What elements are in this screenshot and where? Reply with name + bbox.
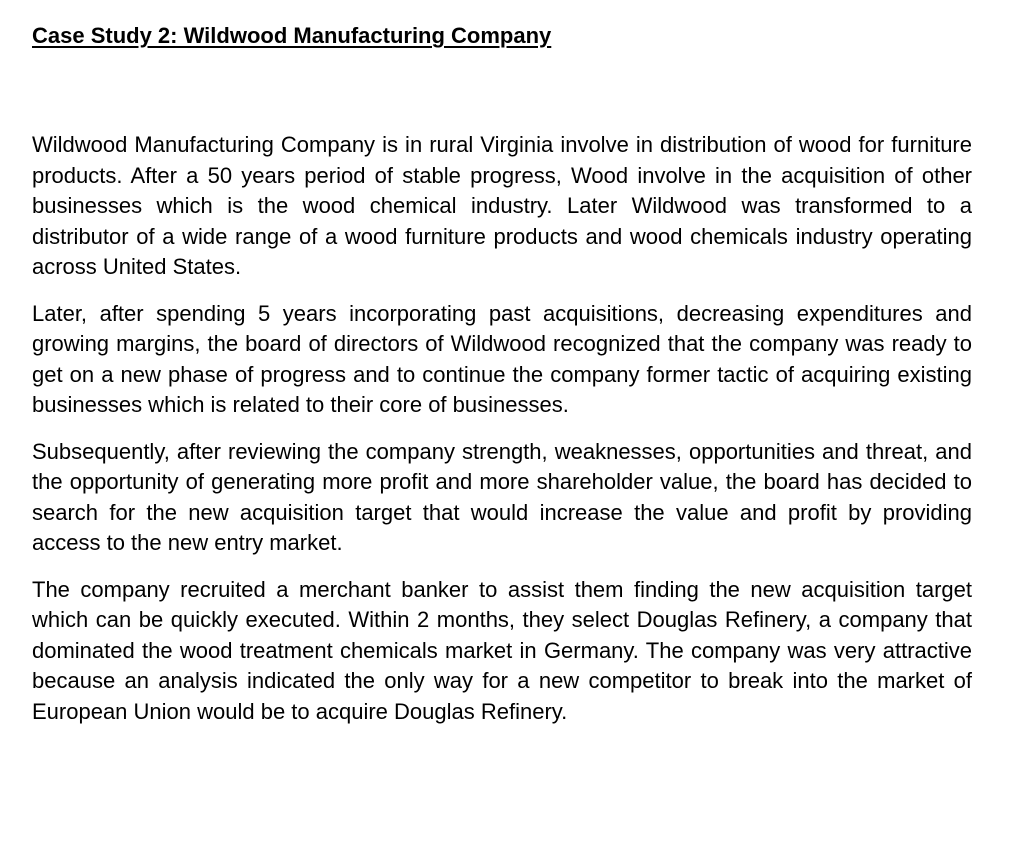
document-page xyxy=(32,18,972,743)
paragraph-3: Subsequently, after reviewing the company strength, weaknesses, opportunities and threat, and the opportunity of generating more profit and more shareholder value, the board has decided to search for the new acquisition target that would increase the value and profit by providing access to the new entry market. xyxy=(32,438,972,555)
document-body xyxy=(32,130,972,727)
paragraph-1: Wildwood Manufacturing Company is in rural Virginia involve in distribution of wood for furniture products. After a 50 years period of stable progress, Wood involve in the acquisition of other businesses which is the wood chemical industry. Later Wildwood was transformed to a distributor of a wide range of a wood furniture products and wood chemicals industry operating across United States. xyxy=(32,132,972,279)
paragraph-2: Later, after spending 5 years incorporating past acquisitions, decreasing expenditures and growing margins, the board of directors of Wildwood recognized that the company was ready to get on a new phase of progress and to continue the company former tactic of acquiring existing businesses which is related to their core of businesses. xyxy=(32,300,972,417)
document-title: Case Study 2: Wildwood Manufacturing Company xyxy=(32,23,552,48)
paragraph-4: The company recruited a merchant banker to assist them finding the new acquisition target which can be quickly executed. Within 2 months, they select Douglas Refinery, a company that dominated the wood treatment chemicals market in Germany. The company was very attractive because an analysis indicated the only way for a new competitor to break into the market of European Union would be to acquire Douglas Refinery. xyxy=(32,576,972,724)
